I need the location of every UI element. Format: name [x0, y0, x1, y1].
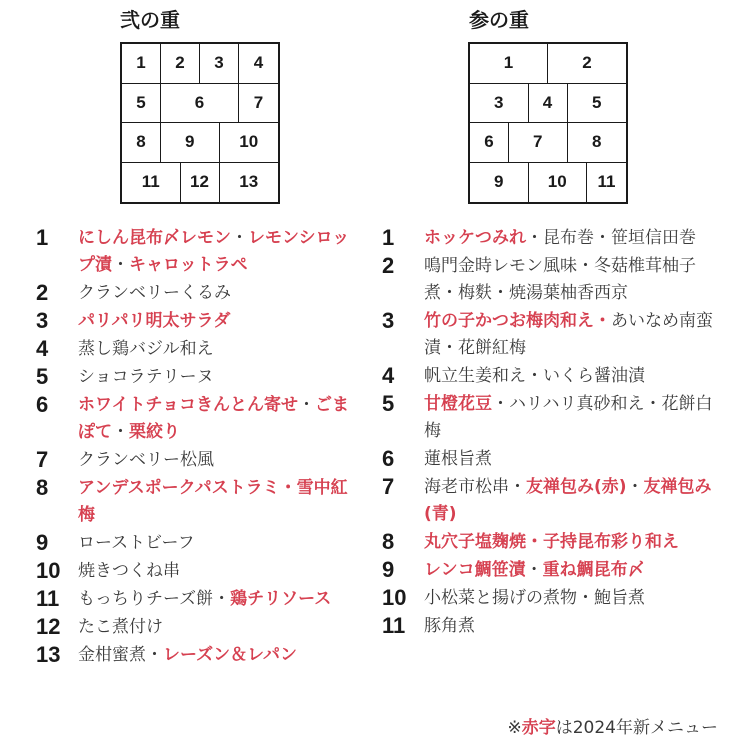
dish-name: もっちりチーズ餅・	[78, 589, 231, 609]
item-name	[424, 390, 728, 445]
menu-item	[36, 307, 356, 335]
menu-item	[36, 585, 356, 613]
new-dish-name: レーズン＆レパン	[163, 645, 297, 665]
item-name	[78, 557, 356, 585]
dish-name: 小松菜と揚げの煮物・鮑旨煮	[424, 588, 645, 608]
menu-item	[382, 556, 728, 584]
new-dish-name: 鶏チリソース	[230, 589, 332, 609]
grid-cell: 11	[122, 163, 181, 203]
item-number: 7	[382, 474, 395, 499]
menu-item	[36, 335, 356, 363]
menu-list	[382, 224, 728, 640]
grid-cell: 1	[470, 44, 548, 84]
new-dish-name: パリパリ明太サラダ	[78, 311, 231, 331]
item-name	[78, 335, 356, 363]
new-dish-name: 丸穴子塩麹焼・子持昆布彩り和え	[424, 532, 679, 552]
menu-item	[36, 279, 356, 307]
item-name	[78, 279, 356, 307]
item-number: 10	[382, 585, 407, 610]
dish-name: 蒸し鶏バジル和え	[78, 339, 214, 359]
menu-item	[36, 446, 356, 474]
grid-cell: 7	[239, 84, 278, 124]
new-dish-name: ホワイトチョコきんとん寄せ	[78, 395, 298, 415]
menu-item	[36, 529, 356, 557]
menu-item	[36, 363, 356, 391]
item-name	[424, 528, 728, 556]
new-dish-name: 友禅包み(赤)	[526, 477, 627, 497]
box-layout-diagram	[468, 42, 628, 204]
new-dish-name: 竹の子かつお梅肉和え・	[424, 311, 611, 331]
dish-name: 蓮根旨煮	[424, 449, 492, 469]
item-name	[424, 252, 728, 307]
menu-item	[382, 584, 728, 612]
item-number: 7	[36, 447, 49, 472]
grid-cell: 6	[470, 123, 509, 163]
item-number: 1	[382, 225, 395, 250]
dish-name: ・昆布巻・笹垣信田巻	[526, 228, 696, 248]
item-number: 8	[382, 529, 395, 554]
menu-item	[36, 474, 356, 529]
dish-name: たこ煮付け	[78, 617, 163, 637]
grid-cell: 3	[470, 84, 529, 124]
new-dish-name: ホッケつみれ	[424, 228, 526, 248]
item-number: 5	[382, 391, 395, 416]
item-name	[424, 445, 728, 473]
item-name	[78, 391, 356, 446]
footnote-text: は2024年新メニュー	[555, 718, 718, 738]
new-dish-name: 甘橙花豆	[424, 394, 492, 414]
item-name	[78, 641, 356, 669]
grid-cell: 2	[548, 44, 626, 84]
grid-cell: 4	[239, 44, 278, 84]
new-menu-footnote	[507, 716, 718, 740]
new-dish-name: ごまぽて	[78, 395, 349, 442]
box-layout-diagram	[120, 42, 280, 204]
item-number: 4	[36, 336, 49, 361]
item-number: 11	[382, 613, 406, 638]
grid-cell: 8	[568, 123, 627, 163]
item-name	[424, 473, 728, 528]
grid-cell: 5	[568, 84, 627, 124]
item-name	[424, 224, 728, 252]
box-title: 弐の重	[120, 8, 180, 32]
dish-name: ・	[525, 560, 543, 580]
new-dish-name: 友禅包み(青)	[424, 477, 712, 524]
dish-name: 帆立生姜和え・いくら醤油漬	[424, 366, 645, 386]
new-dish-name: 重ね鯛昆布〆	[542, 560, 645, 580]
menu-item	[382, 473, 728, 528]
menu-item	[382, 224, 728, 252]
item-name	[78, 474, 356, 529]
item-name	[424, 556, 728, 584]
dish-name: ・ハリハリ真砂和え・花餅白梅	[424, 394, 713, 441]
menu-item	[382, 445, 728, 473]
item-number: 9	[36, 530, 49, 555]
item-name	[78, 446, 356, 474]
dish-name: クランベリー松風	[78, 450, 214, 470]
dish-name: 海老市松串・	[424, 477, 526, 497]
dish-name: クランベリーくるみ	[78, 283, 231, 303]
item-number: 9	[382, 557, 395, 582]
grid-cell: 8	[122, 123, 161, 163]
grid-cell: 9	[470, 163, 529, 203]
menu-item	[382, 252, 728, 307]
item-number: 4	[382, 363, 395, 388]
dish-name: ・	[112, 422, 129, 442]
item-name	[424, 584, 728, 612]
item-name	[424, 307, 728, 362]
new-dish-name: キャロットラペ	[129, 255, 248, 275]
grid-cell: 6	[161, 84, 239, 124]
item-number: 1	[36, 225, 49, 250]
menu-item	[36, 391, 356, 446]
grid-cell: 10	[220, 123, 279, 163]
item-name	[424, 362, 728, 390]
item-number: 12	[36, 614, 61, 639]
menu-item	[382, 390, 728, 445]
menu-item	[36, 557, 356, 585]
grid-cell: 12	[181, 163, 220, 203]
menu-item	[382, 528, 728, 556]
menu-item	[36, 224, 356, 279]
item-number: 10	[36, 558, 61, 583]
box-title: 参の重	[469, 8, 529, 32]
item-number: 3	[382, 308, 395, 333]
item-number: 13	[36, 642, 61, 667]
grid-cell: 3	[200, 44, 239, 84]
grid-cell: 10	[529, 163, 588, 203]
menu-item	[382, 362, 728, 390]
menu-item	[382, 612, 728, 640]
dish-name: 鳴門金時レモン風味・冬菇椎茸柚子煮・梅麩・焼湯葉柚香西京	[424, 256, 696, 303]
new-dish-name: 栗絞り	[129, 422, 180, 442]
dish-name: あいなめ南蛮漬・花餅紅梅	[424, 311, 713, 358]
item-name	[78, 224, 356, 279]
item-number: 11	[36, 586, 60, 611]
dish-name: ・	[626, 477, 644, 497]
item-number: 5	[36, 364, 49, 389]
dish-name: ショコラテリーヌ	[78, 367, 214, 387]
item-name	[78, 307, 356, 335]
dish-name: ・	[231, 228, 248, 248]
item-number: 6	[36, 392, 49, 417]
grid-cell: 13	[239, 172, 259, 192]
item-name	[78, 613, 356, 641]
dish-name: ・	[297, 395, 315, 415]
new-dish-name: レモンシロップ漬	[78, 228, 350, 275]
item-number: 8	[36, 475, 49, 500]
item-name	[78, 529, 356, 557]
grid-cell: 2	[161, 44, 200, 84]
grid-cell: 11	[597, 172, 616, 192]
grid-cell: 7	[509, 123, 568, 163]
grid-cell: 1	[122, 44, 161, 84]
item-number: 2	[382, 253, 395, 278]
new-dish-name: アンデスポークパストラミ・雪中紅梅	[78, 478, 348, 525]
dish-name: 豚角煮	[424, 616, 475, 636]
new-dish-name: レンコ鯛笹漬	[424, 560, 526, 580]
item-number: 3	[36, 308, 49, 333]
menu-item	[36, 613, 356, 641]
item-name	[78, 585, 356, 613]
item-name	[424, 612, 728, 640]
menu-item	[36, 641, 356, 669]
item-number: 2	[36, 280, 49, 305]
dish-name: 金柑蜜煮・	[78, 645, 163, 665]
new-dish-name: にしん昆布〆レモン	[78, 228, 231, 248]
grid-cell: 4	[529, 84, 568, 124]
footnote-mark: ※	[507, 718, 522, 738]
grid-cell: 9	[161, 123, 220, 163]
item-number: 6	[382, 446, 395, 471]
dish-name: ・	[112, 255, 129, 275]
dish-name: ローストビーフ	[78, 533, 195, 553]
item-name	[78, 363, 356, 391]
menu-list	[36, 224, 356, 669]
footnote-highlight: 赤字	[521, 718, 556, 738]
dish-name: 焼きつくね串	[78, 561, 180, 581]
grid-cell: 5	[122, 84, 161, 124]
menu-item	[382, 307, 728, 362]
